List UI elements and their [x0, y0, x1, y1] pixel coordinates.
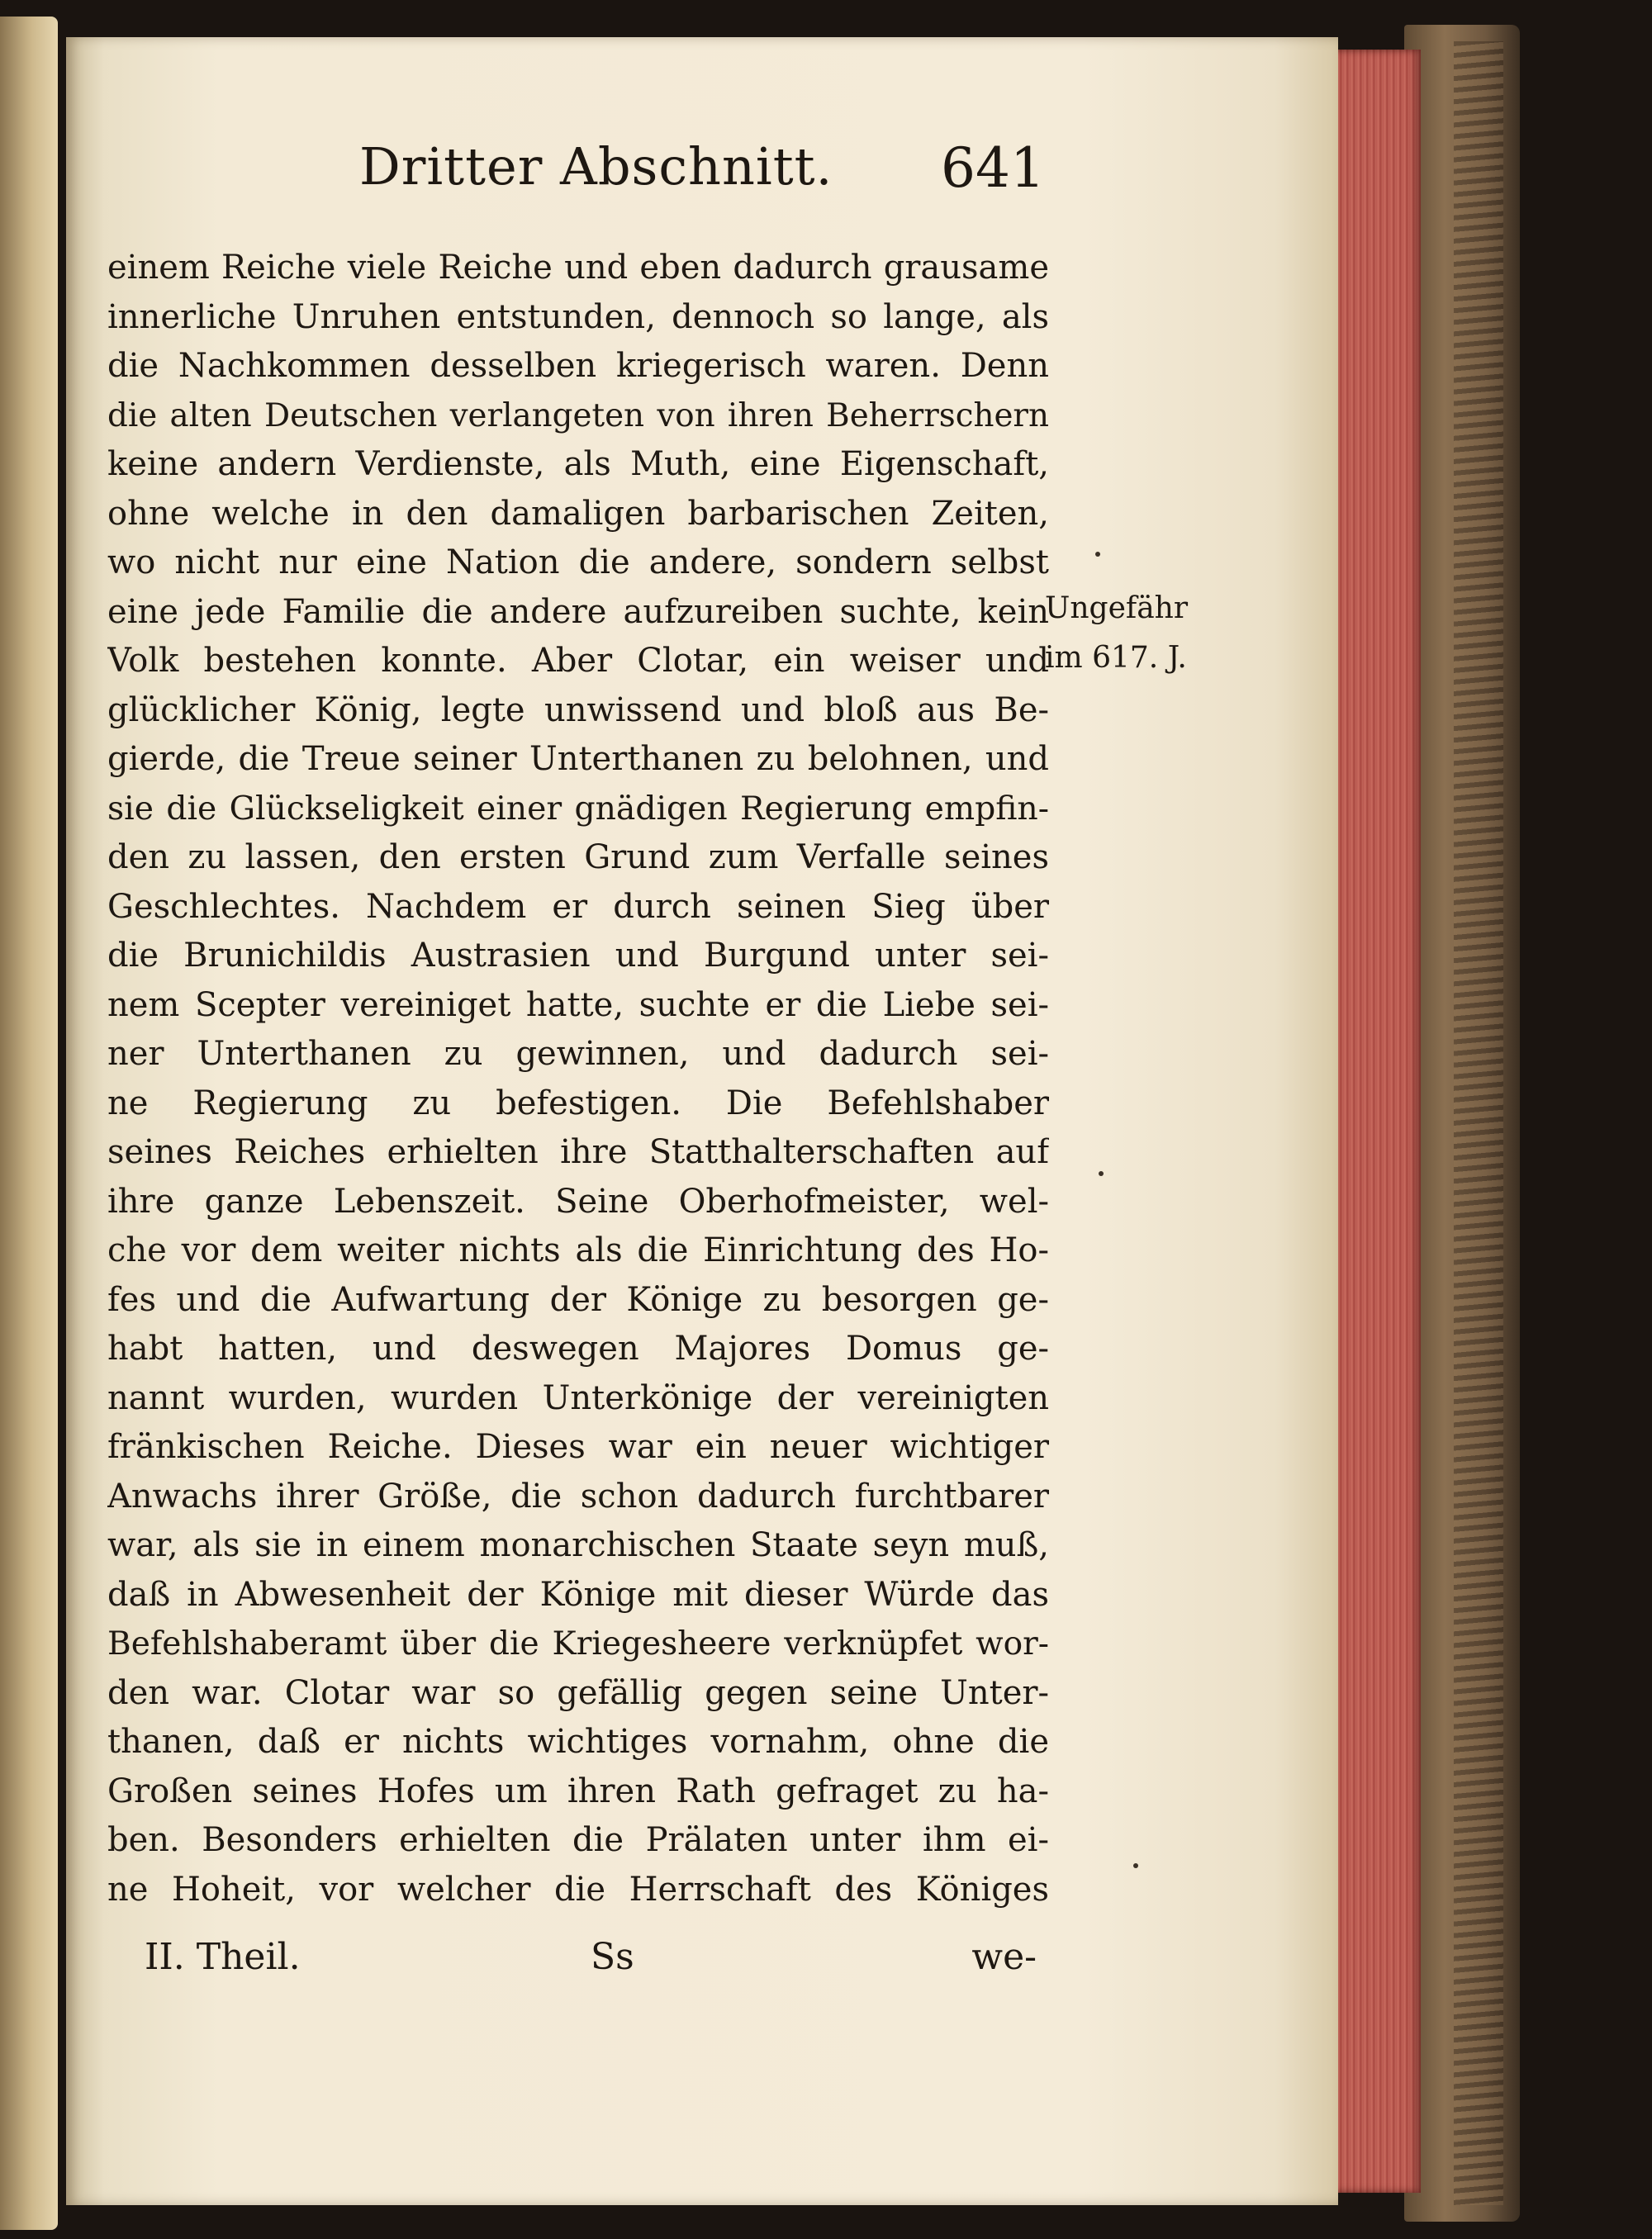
running-header — [359, 136, 1045, 211]
body-text — [107, 244, 1049, 1914]
text-line: die Brunichildis Austrasien und Burgund unter sei- — [107, 937, 1049, 975]
text-line: ohne welche in den damaligen barbarischen Zeiten, — [107, 494, 1049, 533]
text-line: Volk bestehen konnte. Aber Clotar, ein weiser und — [107, 642, 1049, 680]
text-line: glücklicher König, legte unwissend und bloß aus Be- — [107, 690, 1049, 729]
text-line: sie die Glückseligkeit einer gnädigen Regierung empfin- — [107, 790, 1049, 828]
text-line: fränkischen Reiche. Dieses war ein neuer wichtiger — [107, 1428, 1049, 1466]
text-line: ne Hoheit, vor welcher die Herrschaft des Königes — [107, 1870, 1049, 1909]
text-line: innerliche Unruhen entstunden, dennoch so lange, als — [107, 297, 1049, 336]
marginal-note-line: im 617. J. — [1045, 640, 1187, 675]
text-line: Großen seines Hofes um ihren Rath gefraget zu ha- — [107, 1772, 1049, 1810]
text-line: fes und die Aufwartung der Könige zu besorgen ge- — [107, 1280, 1049, 1319]
text-line: seines Reiches erhielten ihre Statthalterschaften auf — [107, 1133, 1049, 1171]
text-line: Geschlechtes. Nachdem er durch seinen Sieg über — [107, 887, 1049, 926]
running-title: Dritter Abschnitt. — [359, 136, 833, 197]
text-line: wo nicht nur eine Nation die andere, sondern selbst — [107, 543, 1049, 581]
page-block-edge — [1330, 50, 1421, 2193]
text-line: nem Scepter vereiniget hatte, suchte er die Liebe sei- — [107, 985, 1049, 1024]
volume-signature: II. Theil. — [145, 1936, 301, 1978]
text-line: ne Regierung zu befestigen. Die Befehlshaber — [107, 1084, 1049, 1122]
text-line: keine andern Verdienste, als Muth, eine Eigenschaft, — [107, 445, 1049, 483]
ink-speck — [1095, 552, 1100, 557]
text-line: thanen, daß er nichts wichtiges vornahm, ohne die — [107, 1723, 1049, 1761]
gathering-mark: Ss — [591, 1936, 634, 1978]
text-line: eine jede Familie die andere aufzureiben suchte, kein — [107, 592, 1049, 631]
text-line: ben. Besonders erhielten die Prälaten unter ihm ei- — [107, 1821, 1049, 1859]
text-line: die alten Deutschen verlangeten von ihren Beherrschern — [107, 396, 1049, 434]
text-line: den zu lassen, den ersten Grund zum Verfalle seines — [107, 838, 1049, 876]
page-number: 641 — [941, 136, 1045, 200]
text-line: die Nachkommen desselben kriegerisch waren. Denn — [107, 347, 1049, 385]
cover-texture — [1454, 41, 1503, 2205]
marginal-note — [1045, 584, 1210, 682]
page-footer — [145, 1933, 1037, 1982]
ink-speck — [1099, 1171, 1104, 1176]
text-line: Anwachs ihrer Größe, die schon dadurch furchtbarer — [107, 1477, 1049, 1516]
text-line: che vor dem weiter nichts als die Einrichtung des Ho- — [107, 1231, 1049, 1269]
text-line: einem Reiche viele Reiche und eben dadurch grausame — [107, 249, 1049, 287]
marginal-note-line: Ungefähr — [1045, 591, 1189, 625]
text-line: gierde, die Treue seiner Unterthanen zu belohnen, und — [107, 740, 1049, 778]
catchword: we- — [971, 1936, 1037, 1978]
text-line: den war. Clotar war so gefällig gegen seine Unter- — [107, 1673, 1049, 1712]
text-line: ihre ganze Lebenszeit. Seine Oberhofmeister, wel- — [107, 1182, 1049, 1221]
ink-speck — [1133, 1863, 1138, 1868]
text-line: habt hatten, und deswegen Majores Domus ge- — [107, 1330, 1049, 1368]
text-line: nannt wurden, wurden Unterkönige der vereinigten — [107, 1378, 1049, 1417]
text-line: daß in Abwesenheit der Könige mit dieser Würde das — [107, 1575, 1049, 1614]
text-line: Befehlshaberamt über die Kriegesheere verknüpfet wor- — [107, 1625, 1049, 1663]
text-line: ner Unterthanen zu gewinnen, und dadurch sei- — [107, 1035, 1049, 1073]
left-page-edge — [0, 17, 58, 2230]
text-line: war, als sie in einem monarchischen Staate seyn muß, — [107, 1526, 1049, 1564]
